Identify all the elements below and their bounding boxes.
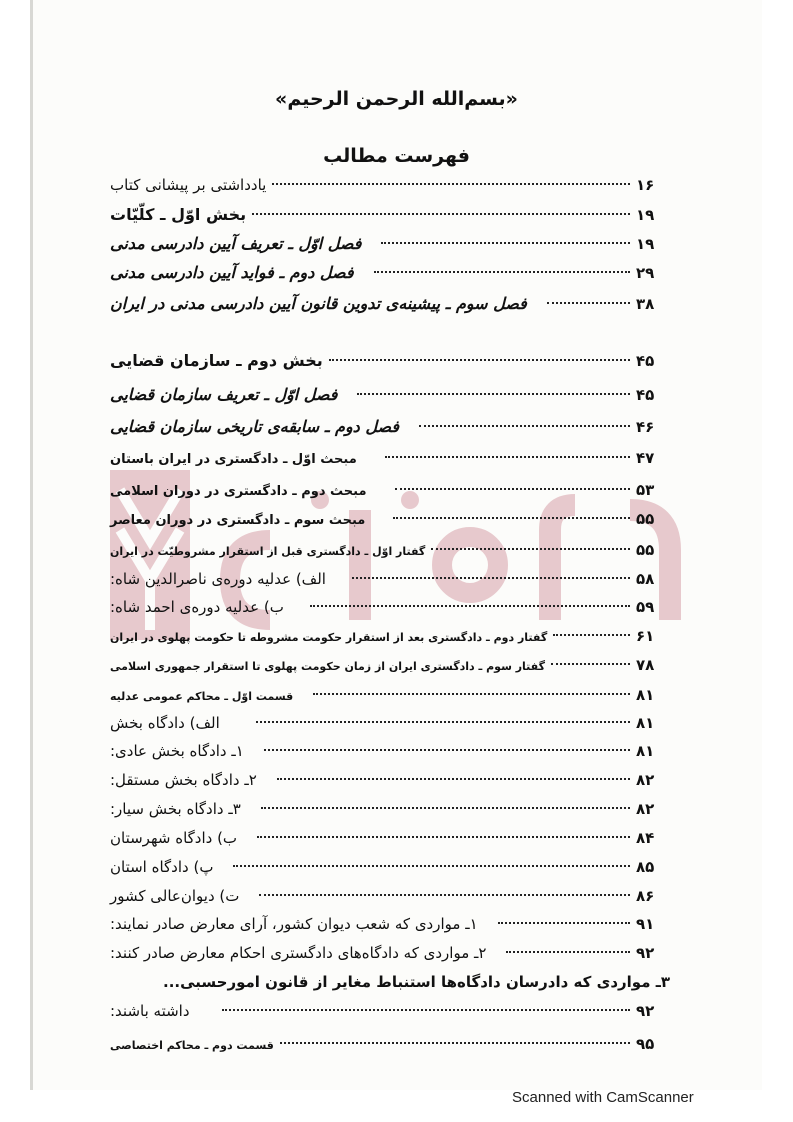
bismillah-heading: «بسم‌الله الرحمن الرحیم» bbox=[275, 88, 518, 110]
toc-entry: فصل دوم ـ فواید آیین دادرسی مدنی ۲۹ bbox=[110, 263, 655, 282]
toc-entry: ۳ـ دادگاه بخش سیار: ۸۲ bbox=[110, 800, 655, 818]
scanner-footer: Scanned with CamScanner bbox=[512, 1089, 694, 1106]
toc-entry: بخش اوّل ـ کلّیّات ۱۹ bbox=[110, 205, 655, 224]
toc-entry: ت) دیوان‌عالی کشور ۸۶ bbox=[110, 887, 655, 905]
toc-entry: ۱ـ دادگاه بخش عادی: ۸۱ bbox=[110, 742, 655, 760]
toc-entry: داشته باشند: ۹۲ bbox=[110, 1002, 655, 1020]
toc-entry: مبحث اوّل ـ دادگستری در ایران باستان ۴۷ bbox=[110, 449, 655, 467]
toc-entry: قسمت دوم ـ محاکم اختصاصی ۹۵ bbox=[110, 1035, 655, 1053]
toc-entry: بخش دوم ـ سازمان قضایی ۴۵ bbox=[110, 351, 655, 370]
toc-entry: فصل اوّل ـ تعریف آیین دادرسی مدنی ۱۹ bbox=[110, 234, 655, 253]
toc-entry: گفتار دوم ـ دادگستری بعد از استقرار حکومت مشروطه تا حکومت پهلوی در ایران ۶۱ bbox=[110, 627, 655, 645]
toc-entry: ۱ـ مواردی که شعب دیوان کشور، آرای معارض صادر نمایند: ۹۱ bbox=[110, 915, 655, 933]
toc-entry: ۲ـ مواردی که دادگاه‌های دادگستری احکام معارض صادر کنند: ۹۲ bbox=[110, 944, 655, 962]
toc-entry: فصل دوم ـ سابقه‌ی تاریخی سازمان قضایی ۴۶ bbox=[110, 417, 655, 436]
toc-entry: ب) دادگاه شهرستان ۸۴ bbox=[110, 829, 655, 847]
toc-entry: گفتار اوّل ـ دادگستری قبل از استقرار مشروطیّت در ایران ۵۵ bbox=[110, 541, 655, 559]
toc-entry: گفتار سوم ـ دادگستری ایران از زمان حکومت پهلوی تا استقرار جمهوری اسلامی ۷۸ bbox=[110, 656, 655, 674]
toc-entry: الف) عدلیه دوره‌ی ناصرالدین شاه: ۵۸ bbox=[110, 570, 655, 588]
toc-entry-continuation: ۳ـ مواردی که دادرسان دادگاه‌ها استنباط مغایر از قانون امورحسبی... bbox=[163, 973, 670, 991]
toc-entry: مبحث سوم ـ دادگستری در دوران معاصر ۵۵ bbox=[110, 510, 655, 528]
toc-title: فهرست مطالب bbox=[323, 145, 470, 167]
toc-entry: فصل اوّل ـ تعریف سازمان قضایی ۴۵ bbox=[110, 385, 655, 404]
toc-entry: فصل سوم ـ پیشینه‌ی تدوین قانون آیین دادرسی مدنی در ایران ۳۸ bbox=[110, 294, 655, 313]
toc-entry: پ) دادگاه استان ۸۵ bbox=[110, 858, 655, 876]
table-of-contents bbox=[110, 0, 670, 1080]
toc-entry: ب) عدلیه دوره‌ی احمد شاه: ۵۹ bbox=[110, 598, 655, 616]
toc-entry: مبحث دوم ـ دادگستری در دوران اسلامی ۵۳ bbox=[110, 481, 655, 499]
toc-entry: یادداشتی بر پیشانی کتاب ۱۶ bbox=[110, 176, 655, 194]
toc-entry: قسمت اوّل ـ محاکم عمومی عدلیه ۸۱ bbox=[110, 686, 655, 704]
toc-entry: الف) دادگاه بخش ۸۱ bbox=[110, 714, 655, 732]
toc-entry: ۲ـ دادگاه بخش مستقل: ۸۲ bbox=[110, 771, 655, 789]
